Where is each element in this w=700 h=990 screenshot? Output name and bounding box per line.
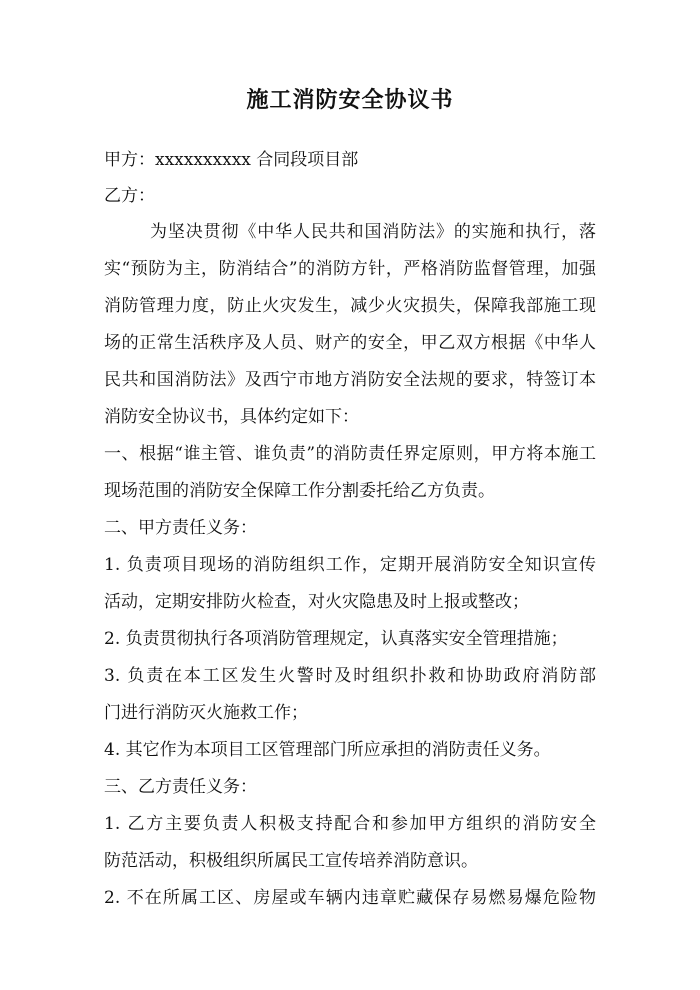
party-a-line: 甲方：xxxxxxxxxx 合同段项目部	[104, 150, 359, 170]
paragraph-line: 场的正常生活秩序及人员、财产的安全，甲乙双方根据《中华人	[104, 333, 596, 353]
clause-line: 2. 负责贯彻执行各项消防管理规定，认真落实安全管理措施；	[104, 629, 568, 649]
clause-line: 4. 其它作为本项目工区管理部门所应承担的消防责任义务。	[104, 740, 551, 760]
clause-line: 2. 不在所属工区、房屋或车辆内违章贮藏保存易燃易爆危险物	[104, 888, 596, 908]
clause-line: 防范活动，积极组织所属民工宣传培养消防意识。	[104, 851, 478, 871]
section-heading: 二、甲方责任义务：	[104, 518, 257, 538]
paragraph-line: 民共和国消防法》及西宁市地方消防安全法规的要求，特签订本	[104, 370, 596, 390]
clause-line: 门进行消防灭火施救工作；	[104, 703, 308, 723]
paragraph-line: 为坚决贯彻《中华人民共和国消防法》的实施和执行，落	[150, 222, 596, 242]
paragraph-line: 消防管理力度，防止火灾发生，减少火灾损失，保障我部施工现	[104, 296, 596, 316]
clause-line: 现场范围的消防安全保障工作分割委托给乙方负责。	[104, 481, 495, 501]
clause-line: 3. 负责在本工区发生火警时及时组织扑救和协助政府消防部	[104, 666, 596, 686]
paragraph-line: 实“预防为主，防消结合”的消防方针，严格消防监督管理，加强	[104, 259, 596, 279]
clause-line: 1. 负责项目现场的消防组织工作，定期开展消防安全知识宣传	[104, 555, 596, 575]
clause-line: 活动，定期安排防火检查，对火灾隐患及时上报或整改；	[104, 592, 529, 612]
clause-line: 一、根据“谁主管、谁负责”的消防责任界定原则，甲方将本施工	[104, 444, 596, 464]
document-title: 施工消防安全协议书	[246, 87, 454, 113]
party-b-line: 乙方：	[104, 186, 155, 206]
section-heading: 三、乙方责任义务：	[104, 777, 257, 797]
paragraph-line: 消防安全协议书，具体约定如下：	[104, 407, 359, 427]
clause-line: 1. 乙方主要负责人积极支持配合和参加甲方组织的消防安全	[104, 814, 596, 834]
